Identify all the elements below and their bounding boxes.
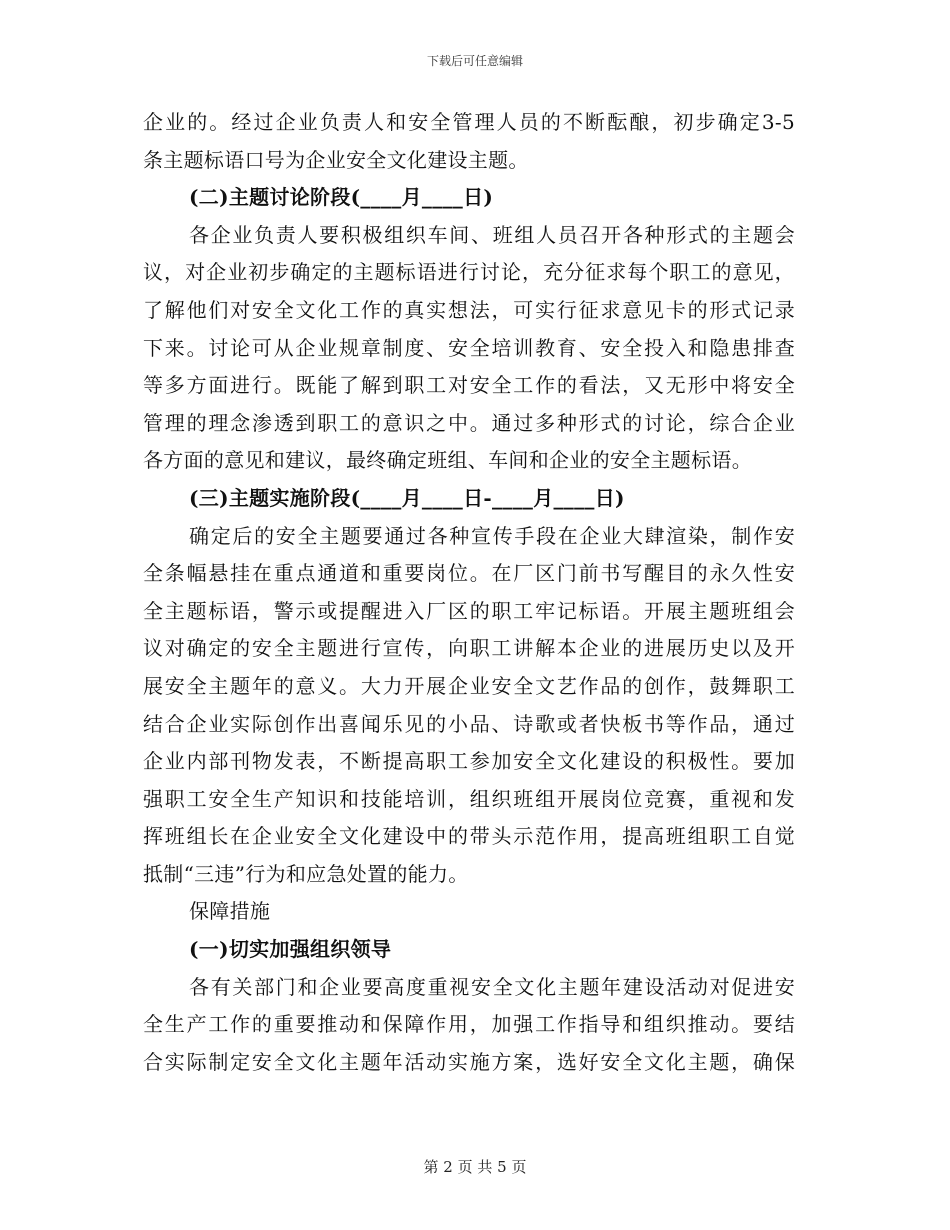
body-line: 全条幅悬挂在重点通道和重要岗位。在厂区门前书写醒目的永久性安	[143, 561, 795, 586]
page-number: 第 2 页 共 5 页	[423, 1158, 527, 1176]
page-header-note: 下载后可任意编辑	[426, 54, 523, 68]
body-line: 强职工安全生产知识和技能培训，组织班组开展岗位竞赛，重视和发	[143, 786, 795, 811]
body-line: 各方面的意见和建议，最终确定班组、车间和企业的安全主题标语。	[143, 448, 752, 473]
body-line: 了解他们对安全文化工作的真实想法，可实行征求意见卡的形式记录	[143, 297, 795, 322]
body-line: 合实际制定安全文化主题年活动实施方案，选好安全文化主题，确保	[143, 1049, 795, 1074]
body-line: 各企业负责人要积极组织车间、班组人员召开各种形式的主题会	[189, 222, 795, 247]
body-line: 管理的理念渗透到职工的意识之中。通过多种形式的讨论，综合企业	[143, 410, 795, 435]
body-line: 等多方面进行。既能了解到职工对安全工作的看法，又无形中将安全	[143, 373, 795, 398]
document-body	[143, 104, 795, 1081]
body-line: 确定后的安全主题要通过各种宣传手段在企业大肆渲染，制作安	[189, 523, 795, 548]
body-line: 议对确定的安全主题进行宣传，向职工讲解本企业的进展历史以及开	[143, 636, 795, 661]
body-line: 议，对企业初步确定的主题标语进行讨论，充分征求每个职工的意见，	[143, 260, 795, 285]
section-title: 保障措施	[189, 899, 271, 924]
body-line: 全主题标语，警示或提醒进入厂区的职工牢记标语。开展主题班组会	[143, 598, 795, 623]
body-line: 全生产工作的重要推动和保障作用，加强工作指导和组织推动。要结	[143, 1012, 795, 1037]
section-heading: (三)主题实施阶段(____月____日-____月____日)	[189, 485, 625, 510]
body-line: 展安全主题年的意义。大力开展企业安全文艺作品的创作，鼓舞职工	[143, 673, 795, 698]
body-line: 企业内部刊物发表，不断提高职工参加安全文化建设的积极性。要加	[143, 749, 795, 774]
body-line: 各有关部门和企业要高度重视安全文化主题年建设活动对促进安	[189, 974, 795, 999]
body-line: 抵制“三违”行为和应急处置的能力。	[143, 861, 469, 886]
body-line: 结合企业实际创作出喜闻乐见的小品、诗歌或者快板书等作品，通过	[143, 711, 795, 736]
body-line: 条主题标语口号为企业安全文化建设主题。	[143, 147, 529, 172]
section-heading: (二)主题讨论阶段(____月____日)	[189, 185, 494, 210]
section-heading: (一)切实加强组织领导	[189, 937, 392, 962]
body-line: 挥班组长在企业安全文化建设中的带头示范作用，提高班组职工自觉	[143, 824, 795, 849]
body-line: 企业的。经过企业负责人和安全管理人员的不断酝酿，初步确定3-5	[143, 110, 795, 134]
body-line: 下来。讨论可从企业规章制度、安全培训教育、安全投入和隐患排查	[143, 335, 795, 360]
